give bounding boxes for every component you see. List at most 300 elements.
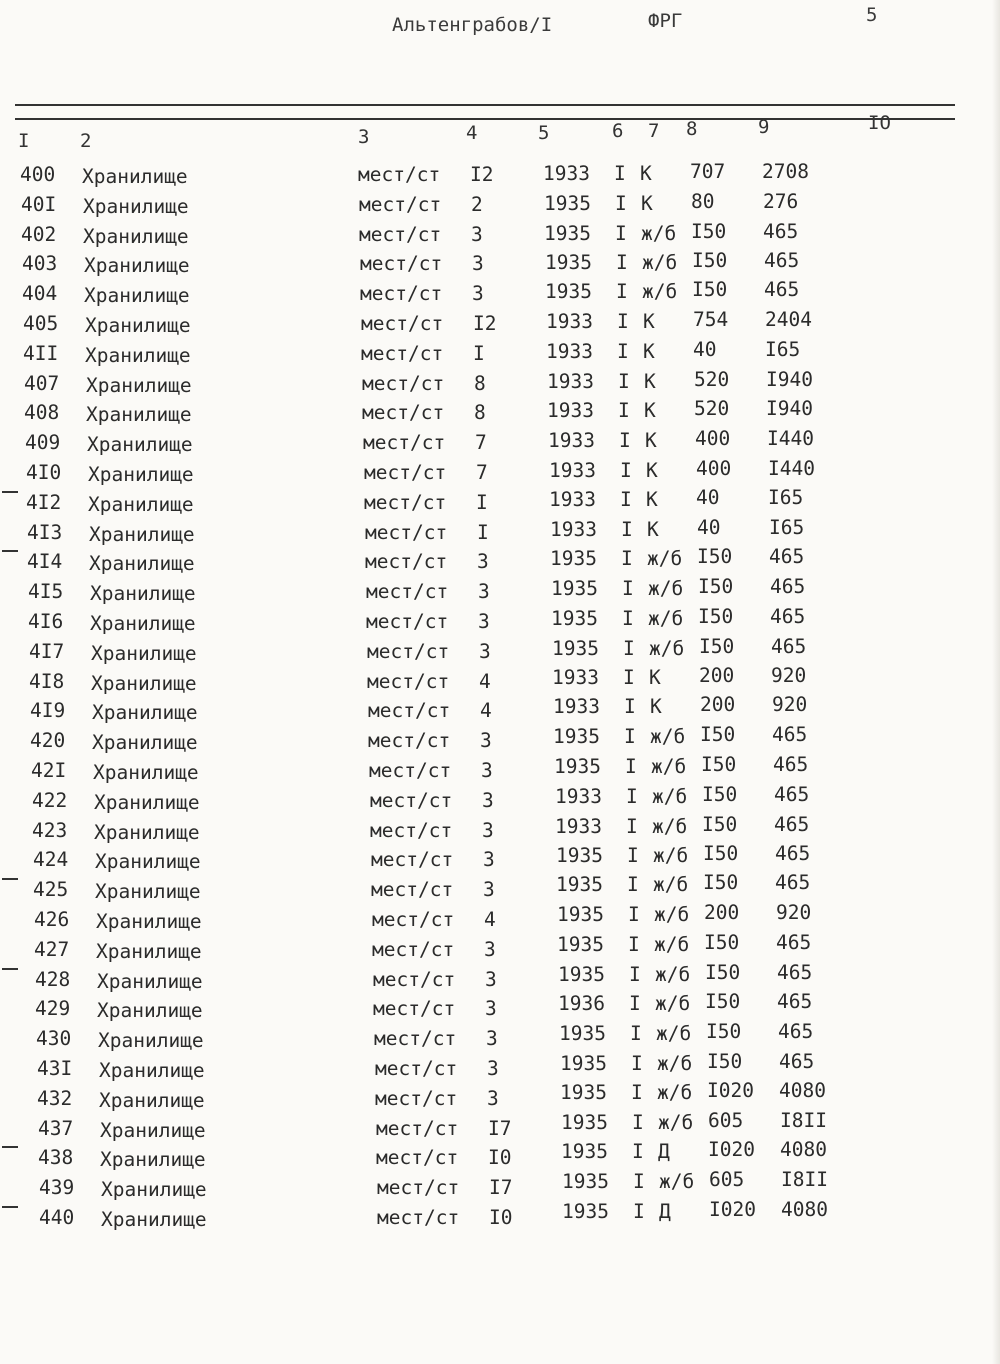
material: К [644, 399, 656, 423]
value-9: I940 [766, 397, 813, 421]
placement-type: мест/ст [363, 431, 446, 455]
year: 1933 [549, 487, 596, 511]
material: ж/б [641, 221, 677, 245]
placement-type: мест/ст [369, 758, 452, 782]
material: К [649, 665, 661, 689]
value-9: 465 [777, 990, 813, 1014]
object-name: Хранилище [90, 582, 196, 606]
material: К [641, 191, 653, 215]
placement-type: мест/ст [377, 1176, 460, 1200]
margin-dash-mark [2, 491, 18, 493]
material: ж/б [655, 962, 691, 986]
object-name: Хранилище [90, 611, 196, 635]
value-8: I50 [692, 249, 728, 273]
placement-type: мест/ст [367, 669, 450, 693]
placement-type: мест/ст [359, 222, 442, 246]
value-8: 400 [696, 456, 732, 480]
value-8: I50 [699, 634, 735, 658]
year: 1935 [560, 1051, 607, 1075]
year: 1935 [556, 873, 603, 897]
quantity: I2 [470, 163, 494, 186]
object-name: Хранилище [91, 641, 197, 665]
margin-dash-mark [2, 1206, 18, 1208]
value-9: 465 [778, 1020, 814, 1044]
quantity: 4 [484, 907, 496, 931]
quantity: 3 [482, 818, 494, 842]
table-row [6, 485, 1000, 521]
category: I [628, 902, 640, 926]
placement-type: мест/ст [377, 1205, 460, 1229]
material: ж/б [653, 844, 689, 868]
row-number: 430 [36, 1027, 72, 1051]
quantity: 3 [486, 1027, 498, 1051]
table-row [2, 249, 1000, 282]
value-9: 465 [774, 812, 810, 836]
material: ж/б [655, 992, 691, 1016]
value-8: 40 [693, 337, 717, 361]
object-name: Хранилище [94, 790, 200, 814]
year: 1933 [547, 369, 594, 393]
year: 1933 [550, 517, 597, 541]
value-9: I8II [781, 1168, 828, 1192]
category: I [626, 814, 638, 838]
category: I [617, 339, 629, 363]
object-name: Хранилище [92, 701, 198, 725]
material: ж/б [654, 932, 690, 956]
category: I [617, 309, 629, 333]
placement-type: мест/ст [360, 282, 443, 306]
value-9: 276 [763, 189, 799, 213]
value-8: I020 [709, 1197, 756, 1221]
category: I [624, 695, 636, 719]
value-8: I50 [705, 990, 741, 1014]
material: ж/б [657, 1051, 693, 1075]
column-header: 6 [612, 120, 624, 142]
row-number: 437 [38, 1116, 74, 1140]
placement-type: мест/ст [361, 341, 444, 365]
value-8: I50 [705, 960, 741, 984]
value-9: 465 [773, 752, 809, 776]
row-number: 439 [39, 1176, 75, 1200]
year: 1935 [560, 1080, 607, 1104]
table-row [1, 219, 1000, 253]
table-row [10, 693, 1000, 729]
placement-type: мест/ст [359, 192, 442, 216]
year: 1935 [562, 1170, 609, 1194]
quantity: 3 [478, 580, 490, 604]
value-8: I50 [706, 1020, 742, 1044]
value-8: I50 [703, 842, 739, 866]
quantity: 3 [487, 1056, 499, 1080]
object-name: Хранилище [88, 492, 194, 516]
value-9: 465 [772, 723, 808, 747]
placement-type: мест/ст [373, 997, 456, 1021]
year: 1933 [552, 665, 599, 689]
quantity: 3 [482, 788, 494, 812]
quantity: 4 [480, 699, 492, 723]
row-number: 403 [22, 252, 58, 276]
category: I [618, 399, 630, 423]
column-header: 2 [80, 130, 92, 152]
value-8: I50 [701, 752, 737, 776]
table-row [19, 1197, 1000, 1236]
quantity: 7 [475, 431, 487, 455]
placement-type: мест/ст [368, 729, 451, 753]
object-name: Хранилище [96, 939, 202, 963]
value-8: I50 [702, 812, 738, 836]
quantity: I7 [488, 1116, 512, 1140]
table-row [7, 515, 1000, 551]
country-label: ФРГ [648, 10, 683, 32]
placement-type: мест/ст [372, 937, 455, 961]
value-9: 465 [776, 930, 812, 954]
placement-type: мест/ст [372, 907, 455, 931]
placement-type: мест/ст [358, 163, 441, 186]
table-row [19, 1168, 1000, 1206]
object-name: Хранилище [99, 1088, 205, 1112]
category: I [624, 725, 636, 749]
row-number: 426 [34, 907, 70, 931]
year: 1933 [553, 695, 600, 719]
object-name: Хранилище [98, 1029, 204, 1053]
year: 1933 [549, 458, 596, 482]
row-number: 4I0 [26, 460, 62, 484]
value-9: 4080 [780, 1138, 827, 1162]
row-number: 4I2 [26, 490, 62, 514]
category: I [631, 1080, 643, 1104]
row-number: 4I7 [29, 639, 65, 663]
table-row [9, 663, 1000, 700]
quantity: I0 [489, 1205, 513, 1229]
value-9: I440 [767, 427, 814, 451]
quantity: 3 [483, 848, 495, 872]
row-number: 408 [24, 401, 60, 425]
material: ж/б [651, 754, 687, 778]
year: 1935 [552, 636, 599, 660]
category: I [626, 784, 638, 808]
table-row [11, 752, 1000, 789]
object-name: Хранилище [82, 165, 188, 188]
object-name: Хранилище [100, 1118, 206, 1142]
object-name: Хранилище [89, 522, 195, 546]
row-number: 4I6 [28, 609, 64, 633]
table-row [8, 575, 1000, 610]
year: 1935 [559, 1022, 606, 1046]
value-8: 40 [696, 485, 720, 509]
material: К [640, 162, 652, 185]
value-8: I50 [697, 545, 733, 569]
object-name: Хранилище [100, 1148, 206, 1172]
quantity: 3 [487, 1086, 499, 1110]
year: 1935 [557, 902, 604, 926]
value-9: I65 [769, 515, 805, 539]
value-9: 920 [771, 663, 807, 687]
value-8: I50 [707, 1049, 743, 1073]
table-row [1, 189, 1000, 223]
value-9: 465 [775, 871, 811, 895]
value-9: 465 [777, 960, 813, 984]
column-header: 7 [648, 120, 660, 142]
material: ж/б [652, 784, 688, 808]
value-8: I50 [703, 871, 739, 895]
value-8: 605 [708, 1108, 744, 1132]
material: ж/б [642, 251, 678, 275]
table-row [8, 604, 1000, 640]
quantity: 3 [477, 550, 489, 574]
row-number: 420 [30, 729, 66, 753]
value-8: 520 [694, 397, 730, 421]
table-row [10, 723, 1000, 759]
row-number: 402 [21, 222, 57, 246]
category: I [628, 932, 640, 956]
table-row [2, 278, 1000, 312]
year: 1935 [545, 280, 592, 304]
table-row [9, 634, 1000, 670]
category: I [620, 487, 632, 511]
quantity: 3 [485, 997, 497, 1021]
quantity: 4 [479, 669, 491, 693]
material: ж/б [652, 814, 688, 838]
object-name: Хранилище [89, 552, 195, 576]
placement-type: мест/ст [375, 1056, 458, 1080]
value-8: I50 [704, 930, 740, 954]
object-name: Хранилище [95, 880, 201, 904]
object-name: Хранилище [88, 462, 194, 486]
value-8: I020 [708, 1138, 755, 1162]
row-number: 427 [34, 937, 70, 961]
object-name: Хранилище [94, 820, 200, 844]
row-number: 4I9 [30, 699, 66, 723]
margin-dash-mark [2, 968, 18, 970]
material: ж/б [642, 280, 678, 304]
row-number: 429 [35, 997, 71, 1021]
category: I [631, 1051, 643, 1075]
material: К [650, 695, 662, 719]
column-header: IO [868, 112, 891, 134]
table-row [18, 1108, 1000, 1147]
year: 1935 [558, 962, 605, 986]
material: К [643, 309, 655, 333]
year: 1935 [544, 221, 591, 245]
category: I [630, 1022, 642, 1046]
table-row [4, 397, 1000, 431]
category: I [629, 962, 641, 986]
category: I [621, 517, 633, 541]
quantity: 3 [472, 252, 484, 276]
value-8: 200 [704, 900, 740, 924]
quantity: 3 [478, 609, 490, 633]
row-number: 428 [35, 967, 71, 991]
object-name: Хранилище [91, 671, 197, 695]
object-name: Хранилище [96, 909, 202, 933]
table-row [7, 545, 1000, 580]
material: ж/б [659, 1170, 695, 1194]
placement-type: мест/ст [375, 1086, 458, 1110]
object-name: Хранилище [87, 433, 193, 457]
quantity: 2 [471, 192, 483, 216]
material: К [644, 369, 656, 393]
value-9: I65 [765, 337, 801, 361]
row-number: 432 [37, 1086, 73, 1110]
table-row [16, 1020, 1000, 1057]
year: 1933 [546, 309, 593, 333]
year: 1935 [550, 547, 597, 571]
material: ж/б [657, 1080, 693, 1104]
year: 1935 [562, 1199, 609, 1223]
placement-type: мест/ст [362, 371, 445, 395]
value-8: 200 [700, 693, 736, 717]
placement-type: мест/ст [364, 490, 447, 514]
placement-type: мест/ст [366, 609, 449, 633]
material: ж/б [658, 1110, 694, 1134]
placement-type: мест/ст [370, 788, 453, 812]
category: I [615, 191, 627, 215]
category: I [629, 992, 641, 1016]
category: I [627, 844, 639, 868]
year: 1935 [554, 754, 601, 778]
value-8: 754 [693, 307, 729, 331]
object-name: Хранилище [93, 760, 199, 784]
table-row [12, 812, 1000, 849]
table-row [5, 427, 1000, 461]
quantity: I [476, 490, 488, 514]
category: I [627, 873, 639, 897]
quantity: 7 [476, 460, 488, 484]
top-rule [15, 104, 955, 106]
row-number: 424 [33, 848, 69, 872]
table-row [3, 307, 1000, 342]
material: ж/б [650, 725, 686, 749]
value-9: 920 [776, 900, 812, 924]
value-9: I8II [780, 1108, 827, 1132]
object-name: Хранилище [86, 403, 192, 427]
category: I [632, 1140, 644, 1164]
column-header: 9 [758, 116, 770, 138]
row-number: 43I [37, 1056, 73, 1080]
row-number: 4I8 [29, 669, 65, 693]
object-name: Хранилище [97, 969, 203, 993]
table-row [17, 1049, 1000, 1087]
table-row [17, 1078, 1000, 1117]
year: 1933 [543, 162, 590, 185]
margin-dash-mark [2, 1146, 18, 1148]
value-9: 465 [771, 634, 807, 658]
category: I [625, 754, 637, 778]
material: ж/б [648, 606, 684, 630]
object-name: Хранилище [86, 373, 192, 397]
category: I [620, 458, 632, 482]
material: Д [658, 1140, 670, 1164]
margin-dash-mark [2, 550, 18, 552]
value-9: 465 [770, 604, 806, 628]
row-number: 409 [25, 431, 61, 455]
placement-type: мест/ст [365, 550, 448, 574]
row-number: 400 [20, 163, 56, 186]
page-number: 5 [866, 4, 878, 26]
column-header: 3 [358, 126, 370, 148]
quantity: 8 [474, 401, 486, 425]
quantity: 3 [471, 222, 483, 246]
year: 1935 [551, 606, 598, 630]
placement-type: мест/ст [360, 252, 443, 276]
category: I [632, 1110, 644, 1134]
column-header: I [18, 130, 30, 152]
table-row [14, 900, 1000, 938]
value-9: 2708 [762, 160, 809, 183]
value-8: I50 [692, 278, 728, 302]
value-9: 2404 [765, 307, 812, 331]
placement-type: мест/ст [371, 848, 454, 872]
value-9: 465 [770, 575, 806, 599]
category: I [614, 162, 626, 185]
document-title: Альтенграбов/I [392, 14, 553, 36]
value-8: I50 [702, 782, 738, 806]
row-number: 4I3 [27, 520, 63, 544]
material: К [645, 429, 657, 453]
category: I [616, 251, 628, 275]
value-9: 465 [764, 249, 800, 273]
placement-type: мест/ст [373, 967, 456, 991]
object-name: Хранилище [101, 1178, 207, 1202]
value-9: 465 [769, 545, 805, 569]
row-number: 423 [32, 818, 68, 842]
category: I [615, 221, 627, 245]
table-row [3, 337, 1000, 372]
value-9: I440 [768, 456, 815, 480]
object-name: Хранилище [85, 313, 191, 337]
row-number: 405 [23, 311, 59, 335]
object-name: Хранилище [83, 224, 189, 248]
table-row [0, 160, 1000, 193]
category: I [622, 577, 634, 601]
column-header: 8 [686, 118, 698, 140]
object-name: Хранилище [84, 254, 190, 278]
row-number: 42I [31, 758, 67, 782]
year: 1936 [558, 992, 605, 1016]
value-9: 465 [775, 842, 811, 866]
value-9: I940 [766, 367, 813, 391]
value-8: 40 [697, 515, 721, 539]
quantity: 3 [481, 758, 493, 782]
quantity: I0 [488, 1146, 512, 1170]
year: 1933 [555, 784, 602, 808]
material: ж/б [647, 547, 683, 571]
row-number: 4I5 [28, 580, 64, 604]
table-row [13, 842, 1000, 878]
placement-type: мест/ст [364, 460, 447, 484]
row-number: 40I [21, 192, 57, 216]
table-row [14, 930, 1000, 968]
year: 1935 [551, 577, 598, 601]
year: 1933 [547, 399, 594, 423]
table-row [6, 456, 1000, 491]
margin-dash-mark [2, 878, 18, 880]
material: ж/б [649, 636, 685, 660]
quantity: 3 [483, 878, 495, 902]
quantity: 3 [485, 967, 497, 991]
year: 1935 [556, 844, 603, 868]
value-8: 200 [699, 663, 735, 687]
value-9: 4080 [781, 1197, 828, 1221]
value-8: I50 [700, 723, 736, 747]
year: 1935 [553, 725, 600, 749]
quantity: 8 [474, 371, 486, 395]
value-9: 4080 [779, 1078, 826, 1102]
material: ж/б [648, 577, 684, 601]
value-9: 465 [774, 782, 810, 806]
object-name: Хранилище [92, 731, 198, 755]
value-8: I020 [707, 1078, 754, 1102]
